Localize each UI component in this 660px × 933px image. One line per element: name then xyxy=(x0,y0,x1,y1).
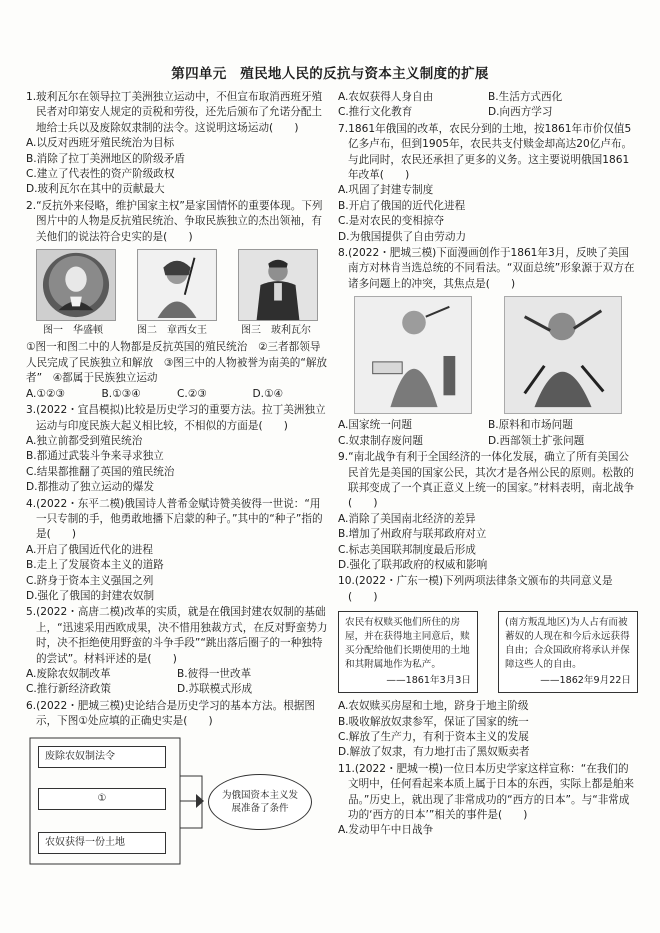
question-9 xyxy=(338,450,638,573)
option-b[interactable]: B.①③④ xyxy=(101,387,141,400)
option-a[interactable]: A.废除农奴制改革 xyxy=(26,668,111,680)
option-a[interactable]: A.消除了美国南北经济的差异 xyxy=(338,512,476,525)
option-row xyxy=(338,418,638,433)
option-a[interactable]: A.独立前都受到殖民统治 xyxy=(26,434,143,447)
option-a[interactable]: A.发动甲午中日战争 xyxy=(338,824,434,837)
question-stem: 10.(2022・广东一模)下列两项法律条文颁布的共同意义是( ) xyxy=(338,575,613,603)
question-stem: 4.(2022・东平二模)俄国诗人普希金赋诗赞美彼得一世说：“用一只专制的手，他勇敢地播下启蒙的种子。”其中的“种子”指的是( ) xyxy=(26,497,323,541)
option-c[interactable]: C.推行文化教育 xyxy=(338,106,413,119)
figure-bolivar xyxy=(238,249,318,321)
option-c[interactable]: C.是对农民的变相掠夺 xyxy=(338,215,445,228)
option-b[interactable]: B.彼得一世改革 xyxy=(177,668,252,680)
caption-1: 图一 华盛顿 xyxy=(43,325,103,337)
option-a[interactable]: A.国家统一问题 xyxy=(338,419,412,432)
option-c[interactable]: C.结果都推翻了英国的殖民统治 xyxy=(26,465,175,478)
option-c[interactable]: C.跻身于资本主义强国之列 xyxy=(26,574,154,587)
diagram-box-1: 废除农奴制法令 xyxy=(38,746,166,768)
law-excerpt-1 xyxy=(338,611,478,693)
question-stem: 2.“反抗外来侵略，维护国家主权”是家国情怀的重要体现。下列图片中的人物是反抗殖民统治、争取民族独立的杰出领袖，有关他们的说法符合史实的是( ) xyxy=(26,199,323,243)
option-c[interactable]: C.标志美国联邦制度最后形成 xyxy=(338,543,476,556)
law-text: 农民有权赎买他们所住的房屋，并在获得地主同意后，赎买分配给他们长期使用的土地和其附属地作为私产。 xyxy=(345,617,470,671)
option-d[interactable]: D.西部领土扩张问题 xyxy=(488,434,585,447)
law-date: ——1862年9月22日 xyxy=(540,675,631,687)
option-b[interactable]: B.增加了州政府与联邦政府对立 xyxy=(338,528,487,541)
caption-2: 图二 章西女王 xyxy=(137,325,207,337)
option-d[interactable]: D.玻利瓦尔在其中的贡献最大 xyxy=(26,183,165,196)
page-title: 第四单元 殖民地人民的反抗与资本主义制度的扩展 xyxy=(171,66,489,82)
option-a[interactable]: A.农奴赎买房屋和土地，跻身于地主阶级 xyxy=(338,700,529,713)
caption-3: 图三 玻利瓦尔 xyxy=(241,325,311,337)
question-8 xyxy=(338,246,638,449)
left-column xyxy=(26,90,328,872)
question-stem: 9.“南北战争有利于全国经济的一体化发展，确立了所有美国公民首先是美国的国家公民，其次才是各州公民的原则。松散的联邦变成了一个真正意义上统一的国家。”材料表明，南北战争( ) xyxy=(338,451,635,510)
question-stem: 7.1861年俄国的改革，农民分到的土地，按1861年市价仅值5亿多卢布，但到1905年，农民共支付赎金却高达20亿卢布。与此同时，农民还承担了更多的义务。这主要说明俄国1861年改革( ) xyxy=(338,122,633,182)
option-c[interactable]: C.建立了代表性的资产阶级政权 xyxy=(26,168,175,181)
peace-cartoon-image xyxy=(354,296,472,414)
option-a[interactable]: A.①②③ xyxy=(26,387,65,400)
option-row xyxy=(338,90,638,105)
question-2 xyxy=(26,199,328,402)
option-row xyxy=(26,682,328,697)
option-b[interactable]: B.生活方式西化 xyxy=(488,91,563,103)
figure-washington xyxy=(36,249,116,321)
option-d[interactable]: D.强化了联邦政府的权威和影响 xyxy=(338,558,488,571)
question-6-options xyxy=(338,90,638,121)
question-stem: 3.(2022・宜昌模拟)比较是历史学习的重要方法。拉丁美洲独立运动与印度民族大起义相比较，不相似的方面是( ) xyxy=(26,404,326,432)
portrait-row xyxy=(26,249,328,321)
question-11 xyxy=(338,762,638,839)
option-row xyxy=(26,667,328,682)
option-b[interactable]: B.都通过武装斗争来寻求独立 xyxy=(26,450,164,463)
question-6 xyxy=(26,699,328,868)
law-excerpts xyxy=(338,611,638,693)
option-a[interactable]: A.以反对西班牙殖民统治为目标 xyxy=(26,137,175,150)
option-b[interactable]: B.开启了俄国的近代化进程 xyxy=(338,199,466,212)
option-a[interactable]: A.开启了俄国近代化的进程 xyxy=(26,543,153,556)
option-c[interactable]: C.解放了生产力，有利于资本主义的发展 xyxy=(338,730,529,743)
option-row xyxy=(26,387,328,402)
question-7 xyxy=(338,122,638,245)
option-row xyxy=(338,434,638,449)
question-3 xyxy=(26,403,328,495)
question-stem: 8.(2022・肥城三模)下面漫画创作于1861年3月，反映了美国南方对林肯当选总统的不同看法。“双面总统”形象源于双方在诸多问题上的冲突，其焦点是( ) xyxy=(338,247,635,290)
law-date: ——1861年3月3日 xyxy=(386,675,471,687)
law-excerpt-2 xyxy=(498,611,638,693)
option-a[interactable]: A.农奴获得人身自由 xyxy=(338,91,434,103)
right-column xyxy=(338,90,638,840)
option-d[interactable]: D.向西方学习 xyxy=(488,106,553,119)
option-c[interactable]: C.②③ xyxy=(177,387,207,400)
option-b[interactable]: B.走上了发展资本主义的道路 xyxy=(26,559,164,572)
diagram-box-3: 农奴获得一份土地 xyxy=(38,832,166,854)
figure-rani xyxy=(137,249,217,321)
question-stem: 6.(2022・肥城三模)史论结合是历史学习的基本方法。根据图示，下图①处应填的正确史实是( ) xyxy=(26,699,315,728)
question-4 xyxy=(26,497,328,605)
option-b[interactable]: B.消除了拉丁美洲地区的阶级矛盾 xyxy=(26,152,185,165)
option-d[interactable]: D.苏联模式形成 xyxy=(177,683,253,696)
option-a[interactable]: A.巩固了封建专制度 xyxy=(338,184,434,197)
question-stem: 11.(2022・肥城一模)一位日本历史学家这样宣称：“在我们的文明中，任何看起来本质上属于日本的东西，实际上都是舶来品。”历史上，就出现了非常成功的“西方的日本”。与“非常成功的‘西方的日本’”相关的事件是( ) xyxy=(338,762,635,821)
option-c[interactable]: C.奴隶制存废问题 xyxy=(338,434,423,447)
option-d[interactable]: D.①④ xyxy=(252,387,284,400)
option-row xyxy=(338,105,638,120)
washington-portrait-image xyxy=(36,249,116,321)
question-10 xyxy=(338,574,638,760)
option-b[interactable]: B.原料和市场问题 xyxy=(488,419,573,432)
diagram-box-2: ① xyxy=(38,788,166,810)
law-text: (南方叛乱地区)为人占有而被蓄奴的人现在和今后永远获得自由；合众国政府将承认并保障这些人的自由。 xyxy=(505,617,630,671)
bolivar-portrait-image xyxy=(238,249,318,321)
portrait-captions xyxy=(26,323,328,338)
option-d[interactable]: D.解放了奴隶，有力地打击了黑奴贩卖者 xyxy=(338,746,530,759)
question-stem: 5.(2022・高唐二模)改革的实质，就是在俄国封建农奴制的基础上，“迅速采用西欧成果，决不惜用独裁方式，在反对野蛮势力时，决不拒绝使用野蛮的斗争手段”“跳出落后圈子的一种独特的尝试”。材料评述的是( ) xyxy=(26,606,328,665)
cartoon-row xyxy=(338,296,638,414)
option-d[interactable]: D.强化了俄国的封建农奴制 xyxy=(26,589,155,602)
rani-portrait-image xyxy=(137,249,217,321)
option-b[interactable]: B.吸收解放奴隶参军，保证了国家的统一 xyxy=(338,715,529,728)
flow-diagram xyxy=(26,736,328,868)
question-stem: 1.玻利瓦尔在领导拉丁美洲独立运动中，不但宣布取消西班牙殖民者对印第安人规定的贡税和劳役，还先后颁布了允诺分配土地给士兵以及废除奴隶制的法令。这说明这场运动( ) xyxy=(26,91,323,134)
option-d[interactable]: D.都推动了独立运动的爆发 xyxy=(26,481,155,494)
option-d[interactable]: D.为俄国提供了自由劳动力 xyxy=(338,230,467,243)
diagram-oval: 为俄国资本主义发展准备了条件 xyxy=(208,774,312,830)
war-cartoon-image xyxy=(504,296,622,414)
statement-list: ①图一和图二中的人物都是反抗英国的殖民统治 ②三者都领导人民完成了民族独立和解放 ③图三中的人物被誉为南美的“解放者” ④都属于民族独立运动 xyxy=(26,341,328,385)
question-1 xyxy=(26,90,328,198)
question-5 xyxy=(26,605,328,697)
option-c[interactable]: C.推行新经济政策 xyxy=(26,683,111,696)
